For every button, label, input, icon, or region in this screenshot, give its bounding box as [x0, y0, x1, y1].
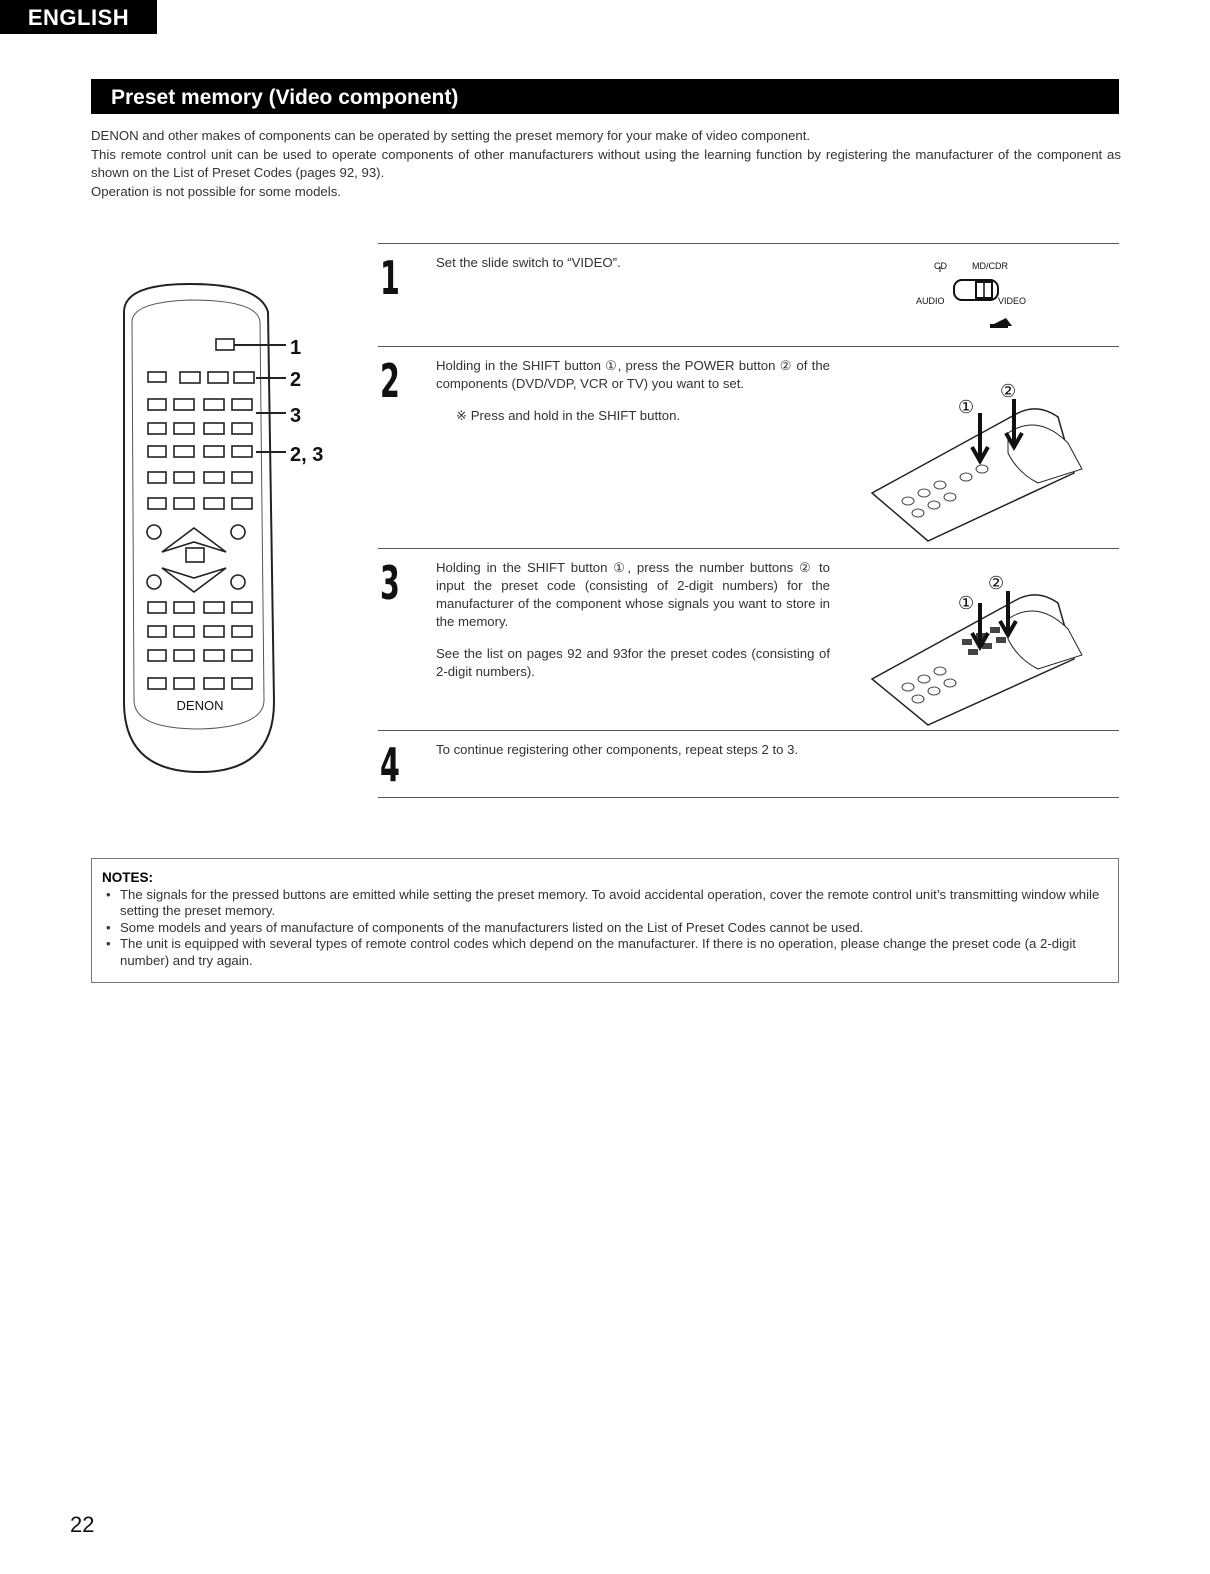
marker-label: ②	[1000, 381, 1017, 402]
step-instruction: Holding in the SHIFT button ①, press the POWER button ② of the components (DVD/VDP, VCR or TV) you want to set.	[436, 358, 830, 391]
remote-brand: DENON	[176, 698, 224, 713]
note-item: • Some models and years of manufacture of components of the manufacturers listed on the List of Preset Codes cannot be used.	[102, 920, 1108, 937]
hand-pressing-buttons-illustration	[868, 373, 1088, 543]
switch-label: MD/CDR	[972, 261, 1008, 271]
language-tab: ENGLISH	[0, 0, 157, 34]
steps-list	[378, 243, 1119, 798]
section-title: Preset memory (Video component)	[91, 79, 1119, 114]
intro-text	[91, 127, 1121, 201]
switch-label: VIDEO	[998, 296, 1027, 306]
marker-label: ①	[958, 397, 975, 418]
hand-pressing-number-buttons-illustration	[868, 569, 1088, 729]
step-4	[378, 730, 1119, 798]
step-text	[436, 357, 830, 439]
marker-label: ②	[988, 573, 1005, 594]
notes-title: NOTES:	[102, 870, 154, 885]
step-note: ※ Press and hold in the SHIFT button.	[456, 408, 681, 423]
intro-paragraph: DENON and other makes of components can be operated by setting the preset memory for your make of video component.	[91, 128, 811, 143]
callout-label: 2	[290, 369, 302, 391]
intro-paragraph: This remote control unit can be used to operate components of other manufacturers without using the learning function by registering the manufacturer of the component as shown on the List of Preset Codes (pages 92, 93).	[91, 146, 1121, 181]
callout-label: 1	[290, 337, 302, 359]
slide-switch-illustration	[914, 258, 1044, 330]
page-number: 22	[70, 1512, 95, 1537]
step-note: See the list on pages 92 and 93for the preset codes (consisting of 2-digit numbers).	[436, 646, 830, 679]
callout-label: 3	[290, 405, 302, 427]
remote-control-illustration	[110, 282, 350, 777]
step-number: 3	[380, 556, 400, 610]
marker-label: ①	[958, 593, 975, 614]
switch-label: AUDIO	[916, 296, 945, 306]
step-text	[436, 741, 1036, 773]
step-text	[436, 559, 830, 695]
notes-box	[91, 858, 1119, 983]
intro-paragraph: Operation is not possible for some models.	[91, 183, 341, 199]
note-item: • The signals for the pressed buttons are emitted while setting the preset memory. To avoid accidental operation, cover the remote control unit’s transmitting window while setting the preset memory.	[102, 887, 1108, 920]
step-2	[378, 346, 1119, 548]
step-instruction: Set the slide switch to “VIDEO”.	[436, 255, 621, 270]
step-instruction: To continue registering other components, repeat steps 2 to 3.	[436, 742, 799, 757]
step-number: 1	[380, 251, 400, 305]
note-item: • The unit is equipped with several types of remote control codes which depend on the manufacturer. If there is no operation, please change the preset code (a 2-digit number) and try again.	[102, 936, 1108, 969]
callout-label: 2, 3	[290, 444, 324, 466]
step-3	[378, 548, 1119, 730]
notes-list	[102, 887, 1108, 970]
step-1	[378, 243, 1119, 346]
step-number: 4	[380, 738, 400, 792]
step-instruction: Holding in the SHIFT button ①, press the number buttons ② to input the preset code (consisting of 2-digit numbers) for the manufacturer of the component whose signals you want to store in the memory.	[436, 560, 830, 629]
step-text	[436, 254, 830, 286]
switch-label: CD	[934, 261, 947, 271]
step-number: 2	[380, 354, 400, 408]
